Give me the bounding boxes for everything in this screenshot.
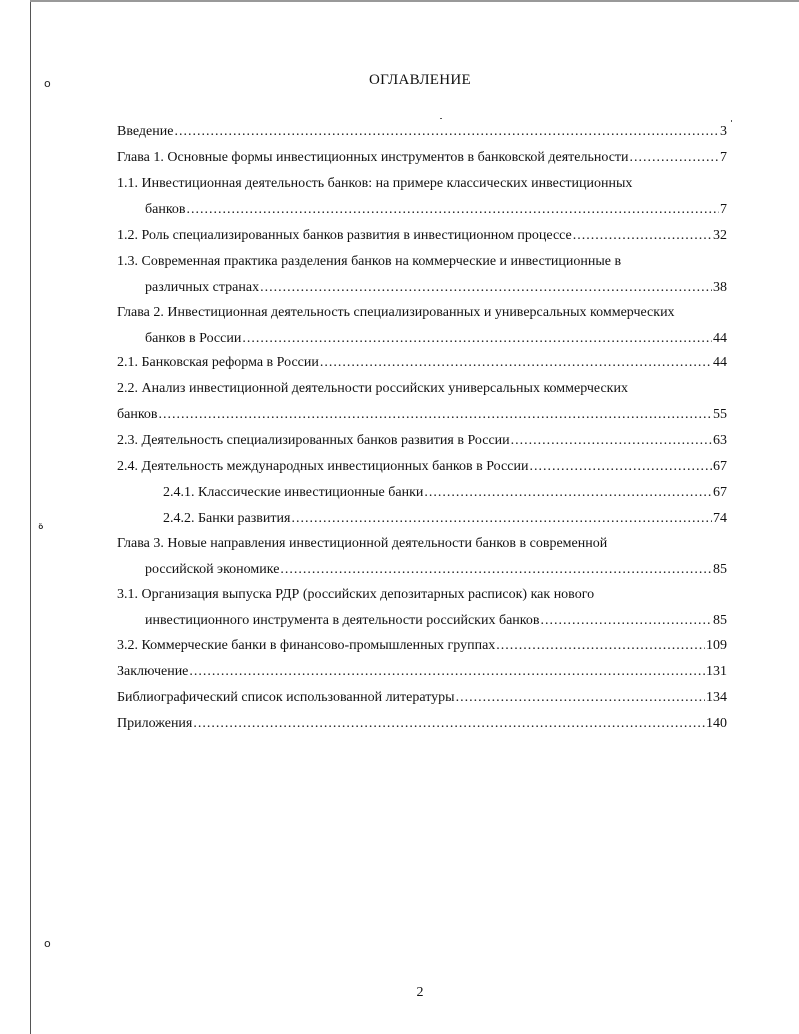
toc-entry-text: российской экономике xyxy=(145,562,280,577)
toc-leader-dots xyxy=(280,557,712,583)
toc-entry-page: 85 xyxy=(713,613,727,628)
toc-entry-first-line: Глава 3. Новые направления инвестиционной деятельности банков в современной xyxy=(117,536,608,551)
toc-entry-text: 2.1. Банковская реформа в России xyxy=(117,355,319,370)
toc-entry-text: Введение xyxy=(117,124,174,139)
toc-entry-chapter-3 xyxy=(117,531,727,583)
toc-leader-dots xyxy=(511,428,712,454)
toc-entry-text: 2.4.1. Классические инвестиционные банки xyxy=(163,485,424,500)
toc-entry-text: Библиографический список использованной литературы xyxy=(117,690,455,705)
toc-entry-text: Глава 1. Основные формы инвестиционных инструментов в банковской деятельности xyxy=(117,150,629,165)
toc-entry-text: 2.4. Деятельность международных инвестиционных банков в России xyxy=(117,459,529,474)
toc-entry-appendices xyxy=(117,711,727,737)
toc-entry-page: 44 xyxy=(713,331,727,346)
toc-entry-3-1 xyxy=(117,582,727,634)
toc-entry-text: банков в России xyxy=(145,331,242,346)
toc-entry-2-3 xyxy=(117,428,727,454)
toc-entry-text: Приложения xyxy=(117,716,193,731)
toc-entry-page: 3 xyxy=(720,124,727,139)
toc-leader-dots xyxy=(189,659,705,685)
toc-leader-dots xyxy=(242,326,712,352)
toc-entry-text: 1.2. Роль специализированных банков развития в инвестиционном процессе xyxy=(117,228,572,243)
toc-entry-page: 140 xyxy=(706,716,727,731)
toc-entry-2-4-2 xyxy=(163,506,727,532)
scan-top-edge xyxy=(30,0,799,2)
toc-entry-page: 131 xyxy=(706,664,727,679)
toc-leader-dots xyxy=(187,197,719,223)
toc-entry-page: 85 xyxy=(713,562,727,577)
toc-leader-dots xyxy=(541,608,712,634)
toc-entry-text: 3.2. Коммерческие банки в финансово-промышленных группах xyxy=(117,638,496,653)
toc-leader-dots xyxy=(193,711,705,737)
page-title: ОГЛАВЛЕНИЕ xyxy=(369,72,471,88)
toc-leader-dots xyxy=(260,275,712,301)
toc-entry-page: 7 xyxy=(720,202,727,217)
toc-entry-text: банков xyxy=(145,202,186,217)
toc-entry-conclusion xyxy=(117,659,727,685)
toc-entry-text: инвестиционного инструмента в деятельности российских банков xyxy=(145,613,540,628)
toc-entry-first-line: 1.1. Инвестиционная деятельность банков: на примере классических инвестиционных xyxy=(117,176,633,191)
toc-leader-dots xyxy=(630,145,719,171)
toc-entry-1-3 xyxy=(117,249,727,301)
toc-entry-3-2 xyxy=(117,633,727,659)
toc-entry-page: 44 xyxy=(713,355,727,370)
toc-entry-2-2 xyxy=(117,376,727,428)
toc-leader-dots xyxy=(159,402,712,428)
toc-entry-page: 67 xyxy=(713,459,727,474)
toc-entry-text: 2.4.2. Банки развития xyxy=(163,511,291,526)
toc-entry-first-line: 3.1. Организация выпуска РДР (российских депозитарных расписок) как нового xyxy=(117,587,595,602)
toc-leader-dots xyxy=(174,119,719,145)
toc-entry-page: 7 xyxy=(720,150,727,165)
toc-entry-text: банков xyxy=(117,407,158,422)
toc-entry-text: различных странах xyxy=(145,280,260,295)
toc-entry-first-line: Глава 2. Инвестиционная деятельность специализированных и универсальных коммерческих xyxy=(117,305,675,320)
toc-entry-2-4-1 xyxy=(163,480,727,506)
toc-entry-page: 134 xyxy=(706,690,727,705)
toc-entry-page: 55 xyxy=(713,407,727,422)
margin-mark-top: o xyxy=(44,77,51,90)
toc-leader-dots xyxy=(456,685,705,711)
toc-entry-page: 38 xyxy=(713,280,727,295)
toc-entry-text: Заключение xyxy=(117,664,189,679)
toc-entry-page: 32 xyxy=(713,228,727,243)
scan-speck xyxy=(731,120,732,122)
toc-entry-1-2 xyxy=(117,223,727,249)
toc-entry-1-1 xyxy=(117,171,727,223)
toc-leader-dots xyxy=(291,506,712,532)
toc-entry-page: 74 xyxy=(713,511,727,526)
margin-mark-middle: ة xyxy=(38,519,44,532)
toc-entry-first-line: 1.3. Современная практика разделения банков на коммерческие и инвестиционные в xyxy=(117,254,622,269)
toc-leader-dots xyxy=(424,480,712,506)
page-number: 2 xyxy=(416,985,424,1000)
toc-entry-2-4 xyxy=(117,454,727,480)
scan-left-edge xyxy=(30,0,31,1034)
margin-mark-bottom: o xyxy=(44,937,51,950)
toc-entry-page: 63 xyxy=(713,433,727,448)
toc-entry-chapter-1 xyxy=(117,145,727,171)
toc-leader-dots xyxy=(496,633,705,659)
toc-entry-first-line: 2.2. Анализ инвестиционной деятельности российских универсальных коммерческих xyxy=(117,381,628,396)
toc-leader-dots xyxy=(320,350,712,376)
toc-entry-chapter-2 xyxy=(117,300,727,352)
toc-leader-dots xyxy=(573,223,712,249)
toc-entry-2-1 xyxy=(117,350,727,376)
toc-entry-page: 67 xyxy=(713,485,727,500)
toc-entry-bibliography xyxy=(117,685,727,711)
toc-entry-text: 2.3. Деятельность специализированных банков развития в России xyxy=(117,433,510,448)
toc-entry-introduction xyxy=(117,119,727,145)
toc-entry-page: 109 xyxy=(706,638,727,653)
toc-leader-dots xyxy=(529,454,712,480)
